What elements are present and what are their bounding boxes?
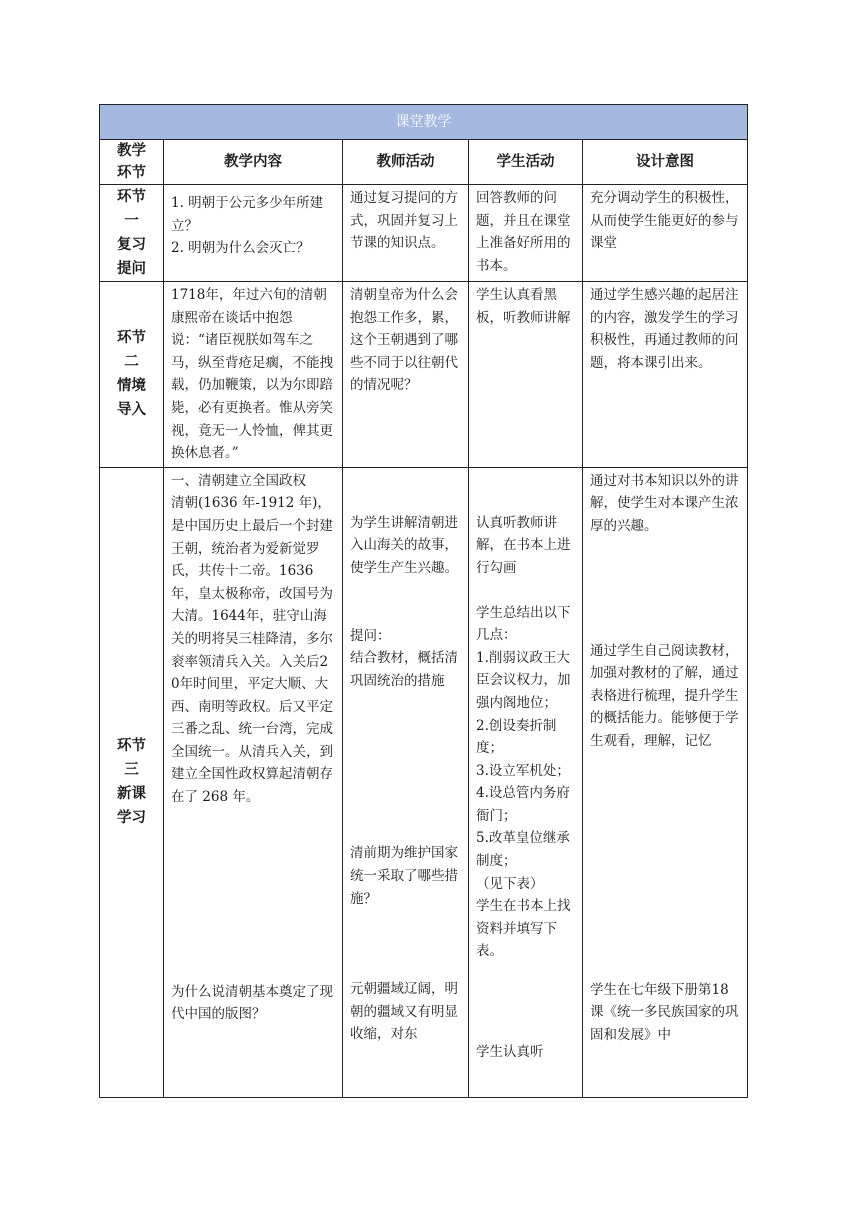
content-cell: 1. 明朝于公元多少年所建立？ 2. 明朝为什么会灭亡？ <box>164 185 343 282</box>
teacher-cell: 为学生讲解清朝进入山海关的故事，使学生产生兴趣。 提问： 结合教材，概括清巩固统治的措施 清前期为维护国家统一采取了哪些措施？ 元朝疆域辽阔，明朝的疆域又有明显收缩，对东 <box>343 467 469 1097</box>
stage-cell: 环节 一 复习 提问 <box>100 185 164 282</box>
content-cell: 一、清朝建立全国政权 清朝(1636 年-1912 年)，是中国历史上最后一个封建王朝，统治者为爱新觉罗氏，共传十二帝。1636 年，皇太极称帝，改国号为大清。1644年，驻守山海关的明将吴三桂降清，多尔衮率领清兵入关。入关后20年时间里，平定大顺、大西、南明等政权。后又平定三番之乱、统一台湾，完成全国统一。从清兵入关，到建立全国性政权算起清朝存在了 268 年。 为什么说清朝基本奠定了现代中国的版图？ <box>164 467 343 1097</box>
table-row <box>100 467 748 1097</box>
student-cell: 回答教师的问题，并且在课堂上准备好所用的书本。 <box>469 185 583 282</box>
header-stage: 教学 环节 <box>100 140 164 185</box>
teacher-cell: 通过复习提问的方式，巩固并复习上节课的知识点。 <box>343 185 469 282</box>
content-cell: 1718年，年过六旬的清朝康熙帝在谈话中抱怨说：“诸臣视朕如驾车之马，纵至背疮足瘸，不能拽载，仍加鞭策，以为尔即踣毙，必有更换者。惟从旁笑视，竟无一人怜恤，俾其更换休息者。” <box>164 282 343 468</box>
header-design: 设计意图 <box>583 140 748 185</box>
student-cell: 认真听教师讲解，在书本上进行勾画 学生总结出以下几点： 1.削弱议政王大臣会议权力，加强内阁地位； 2.创设奏折制度； 3.设立军机处； 4.设总管内务府衙门； 5.改革皇位继承制度； （见下表） 学生在书本上找资料并填写下表。 学生认真听 <box>469 467 583 1097</box>
table-row <box>100 282 748 468</box>
stage-cell: 环节 三 新课 学习 <box>100 467 164 1097</box>
lesson-plan-page <box>99 104 747 1098</box>
design-cell: 通过对书本知识以外的讲解，使学生对本课产生浓厚的兴趣。 通过学生自己阅读教材，加强对教材的了解，通过表格进行梳理，提升学生的概括能力。能够便于学生观看，理解，记忆 学生在七年级下册第18课《统一多民族国家的巩固和发展》中 <box>583 467 748 1097</box>
table-header-row <box>100 140 748 185</box>
table-row <box>100 185 748 282</box>
student-cell: 学生认真看黑板，听教师讲解 <box>469 282 583 468</box>
header-content: 教学内容 <box>164 140 343 185</box>
header-teacher: 教师活动 <box>343 140 469 185</box>
lesson-table <box>99 104 748 1098</box>
table-title: 课堂教学 <box>100 105 748 140</box>
design-cell: 通过学生感兴趣的起居注的内容，激发学生的学习积极性，再通过教师的问题，将本课引出来。 <box>583 282 748 468</box>
design-cell: 充分调动学生的积极性，从而使学生能更好的参与课堂 <box>583 185 748 282</box>
header-student: 学生活动 <box>469 140 583 185</box>
table-title-row <box>100 105 748 140</box>
stage-cell: 环节 二 情境 导入 <box>100 282 164 468</box>
teacher-cell: 清朝皇帝为什么会抱怨工作多，累，这个王朝遇到了哪些不同于以往朝代的情况呢？ <box>343 282 469 468</box>
